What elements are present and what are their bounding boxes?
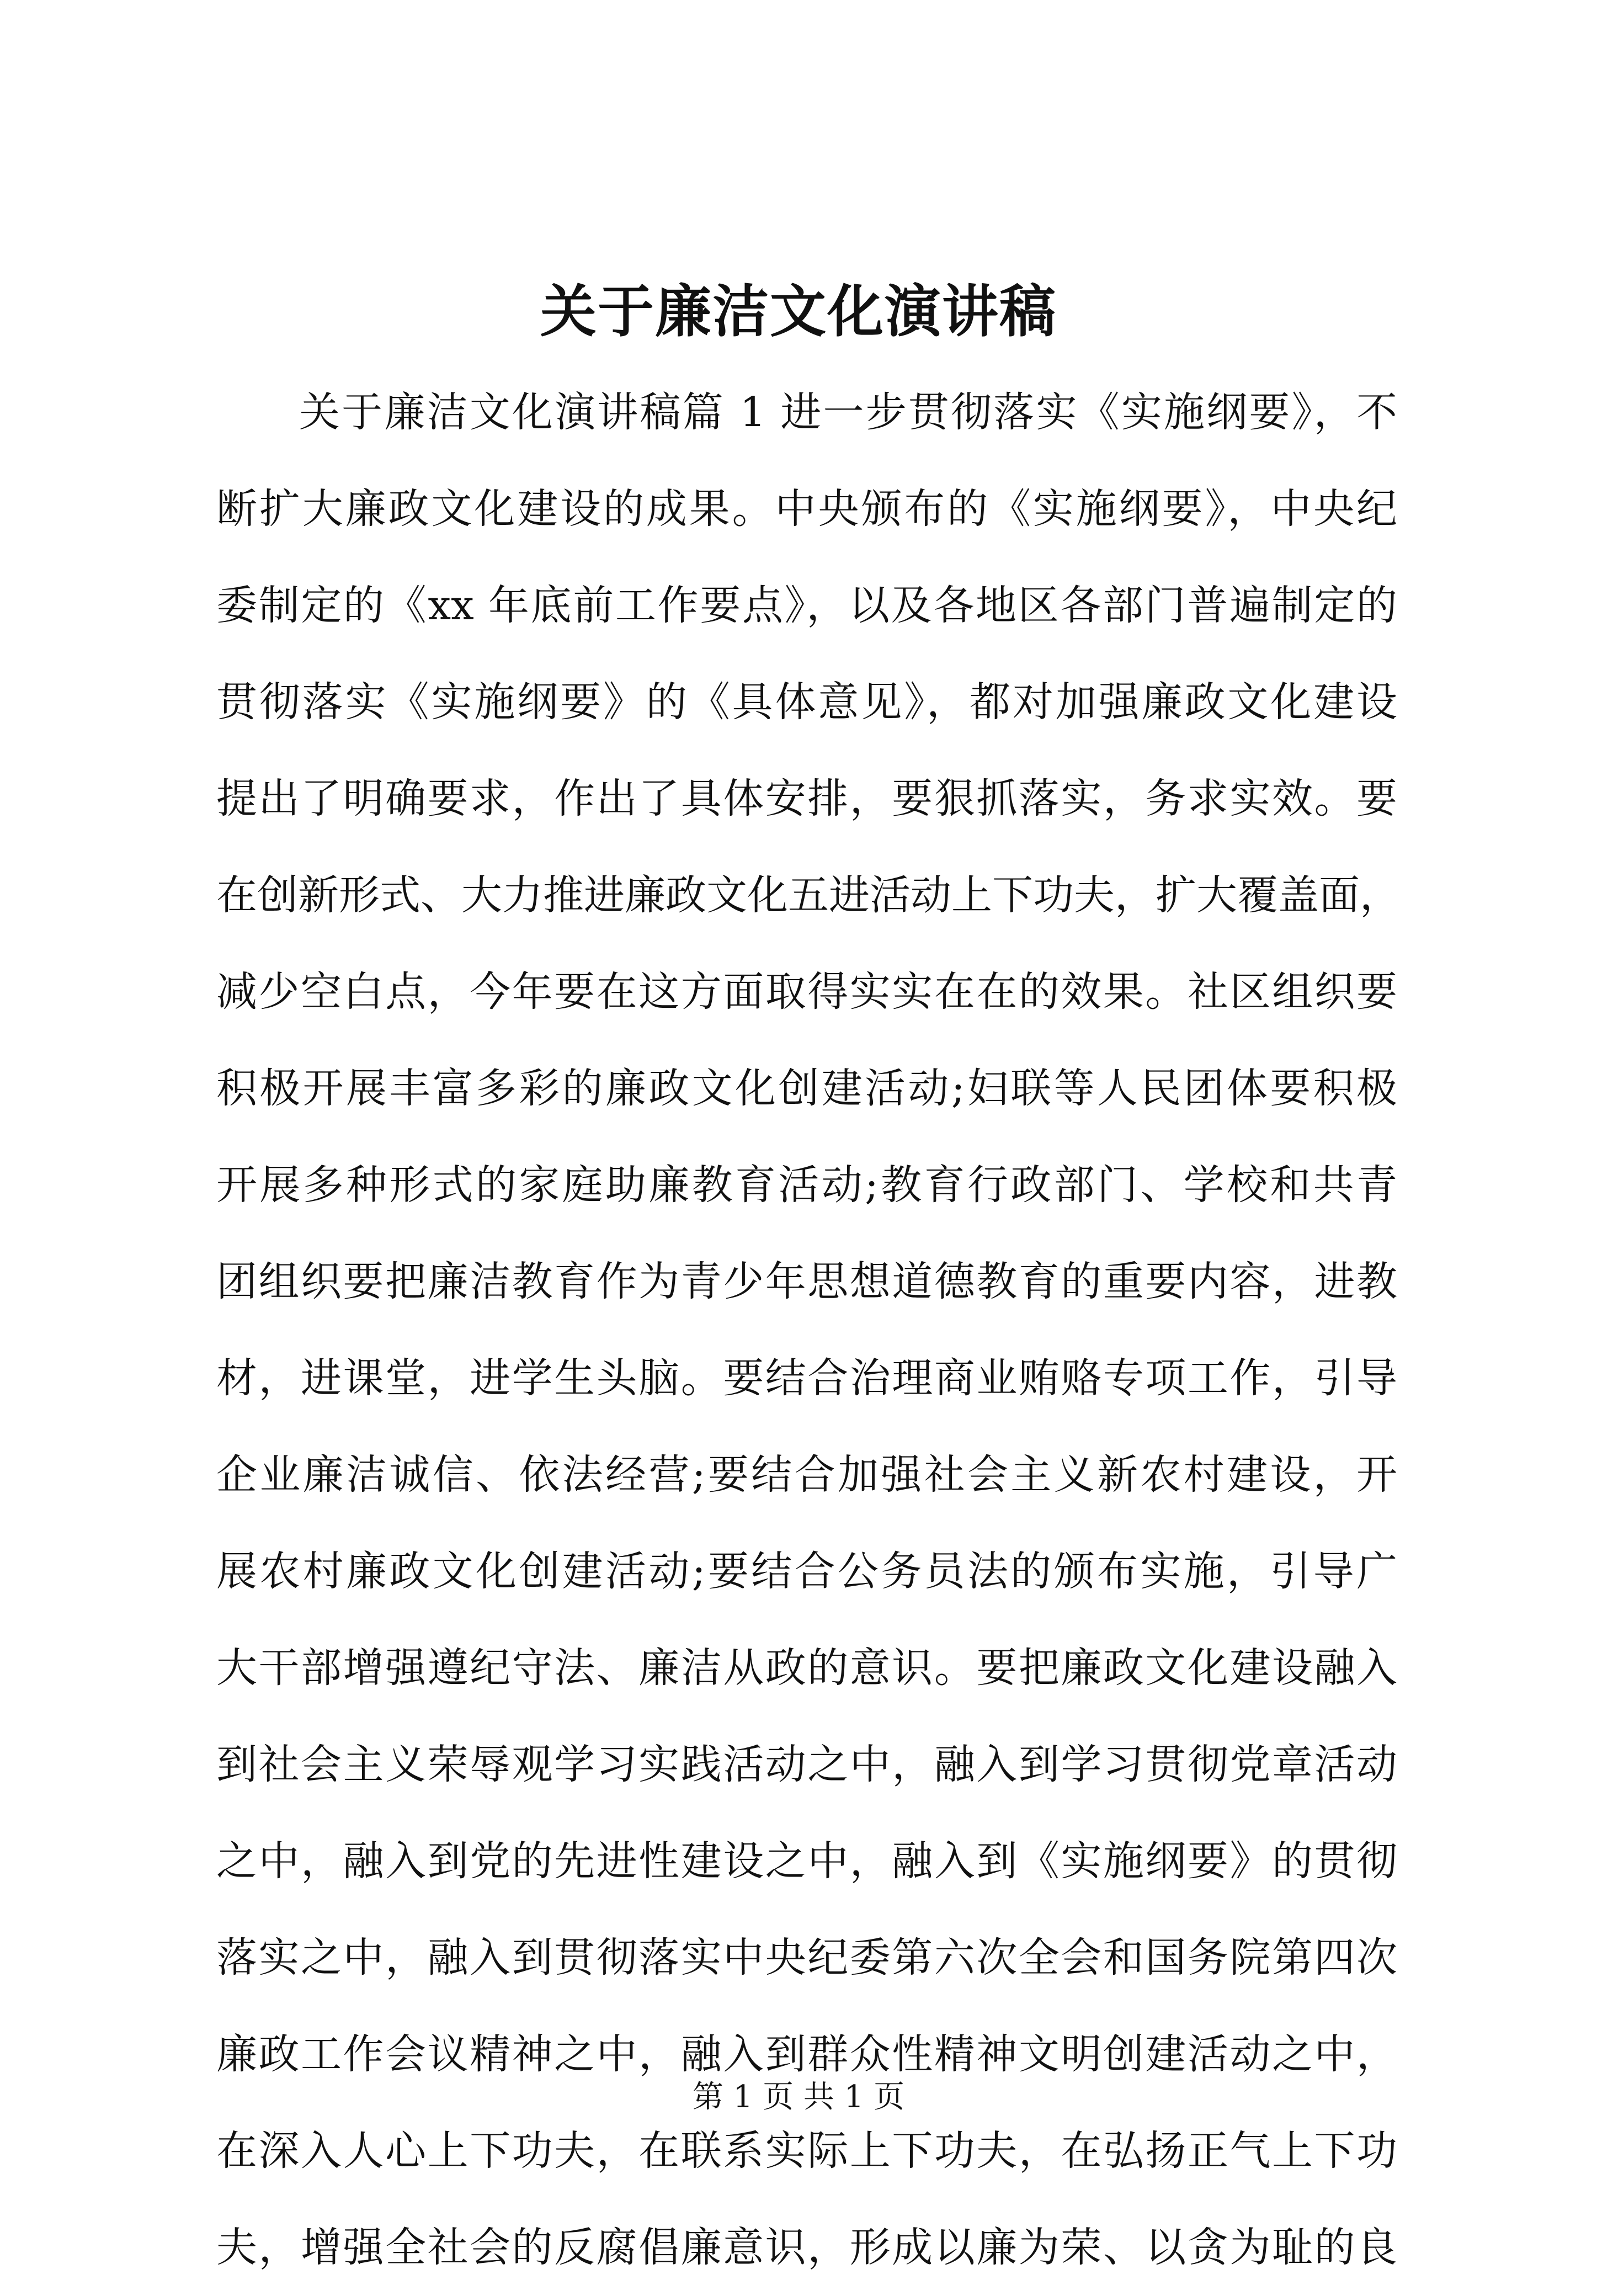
body-line: 之中，融入到党的先进性建设之中，融入到《实施纲要》的贯彻 [216,1837,1397,1885]
body-line: 提出了明确要求，作出了具体安排，要狠抓落实，务求实效。要 [216,775,1397,822]
page-number-footer: 第 1 页 共 1 页 [692,2079,905,2115]
body-line: 材，进课堂，进学生头脑。要结合治理商业贿赂专项工作，引导 [216,1354,1397,1402]
body-line: 廉政工作会议精神之中，融入到群众性精神文明创建活动之中， [216,2031,1397,2078]
body-line: 积极开展丰富多彩的廉政文化创建活动;妇联等人民团体要积极 [216,1065,1397,1112]
body-line: 企业廉洁诚信、依法经营;要结合加强社会主义新农村建设，开 [216,1451,1397,1498]
body-line: 断扩大廉政文化建设的成果。中央颁布的《实施纲要》，中央纪 [216,485,1397,533]
body-line: 贯彻落实《实施纲要》的《具体意见》，都对加强廉政文化建设 [216,678,1397,726]
document-body [216,364,1401,2296]
document-title: 关于廉洁文化演讲稿 [540,279,1057,345]
body-line: 大干部增强遵纪守法、廉洁从政的意识。要把廉政文化建设融入 [216,1644,1397,1692]
body-line: 关于廉洁文化演讲稿篇 1 进一步贯彻落实《实施纲要》，不 [299,389,1397,436]
body-line: 减少空白点，今年要在这方面取得实实在在的效果。社区组织要 [216,968,1397,1016]
body-line: 展农村廉政文化创建活动;要结合公务员法的颁布实施，引导广 [216,1548,1397,1595]
body-line: 落实之中，融入到贯彻落实中央纪委第六次全会和国务院第四次 [216,1934,1397,1981]
body-line: 夫，增强全社会的反腐倡廉意识，形成以廉为荣、以贪为耻的良 [216,2224,1397,2271]
body-line: 开展多种形式的家庭助廉教育活动;教育行政部门、学校和共青 [216,1161,1397,1209]
body-line: 到社会主义荣辱观学习实践活动之中，融入到学习贯彻党章活动 [216,1741,1397,1788]
body-line: 团组织要把廉洁教育作为青少年思想道德教育的重要内容，进教 [216,1258,1397,1305]
body-line: 在创新形式、大力推进廉政文化五进活动上下功夫，扩大覆盖面， [216,871,1401,919]
body-line: 委制定的《xx 年底前工作要点》，以及各地区各部门普遍制定的 [216,582,1397,629]
body-line: 在深入人心上下功夫，在联系实际上下功夫，在弘扬正气上下功 [216,2127,1397,2175]
